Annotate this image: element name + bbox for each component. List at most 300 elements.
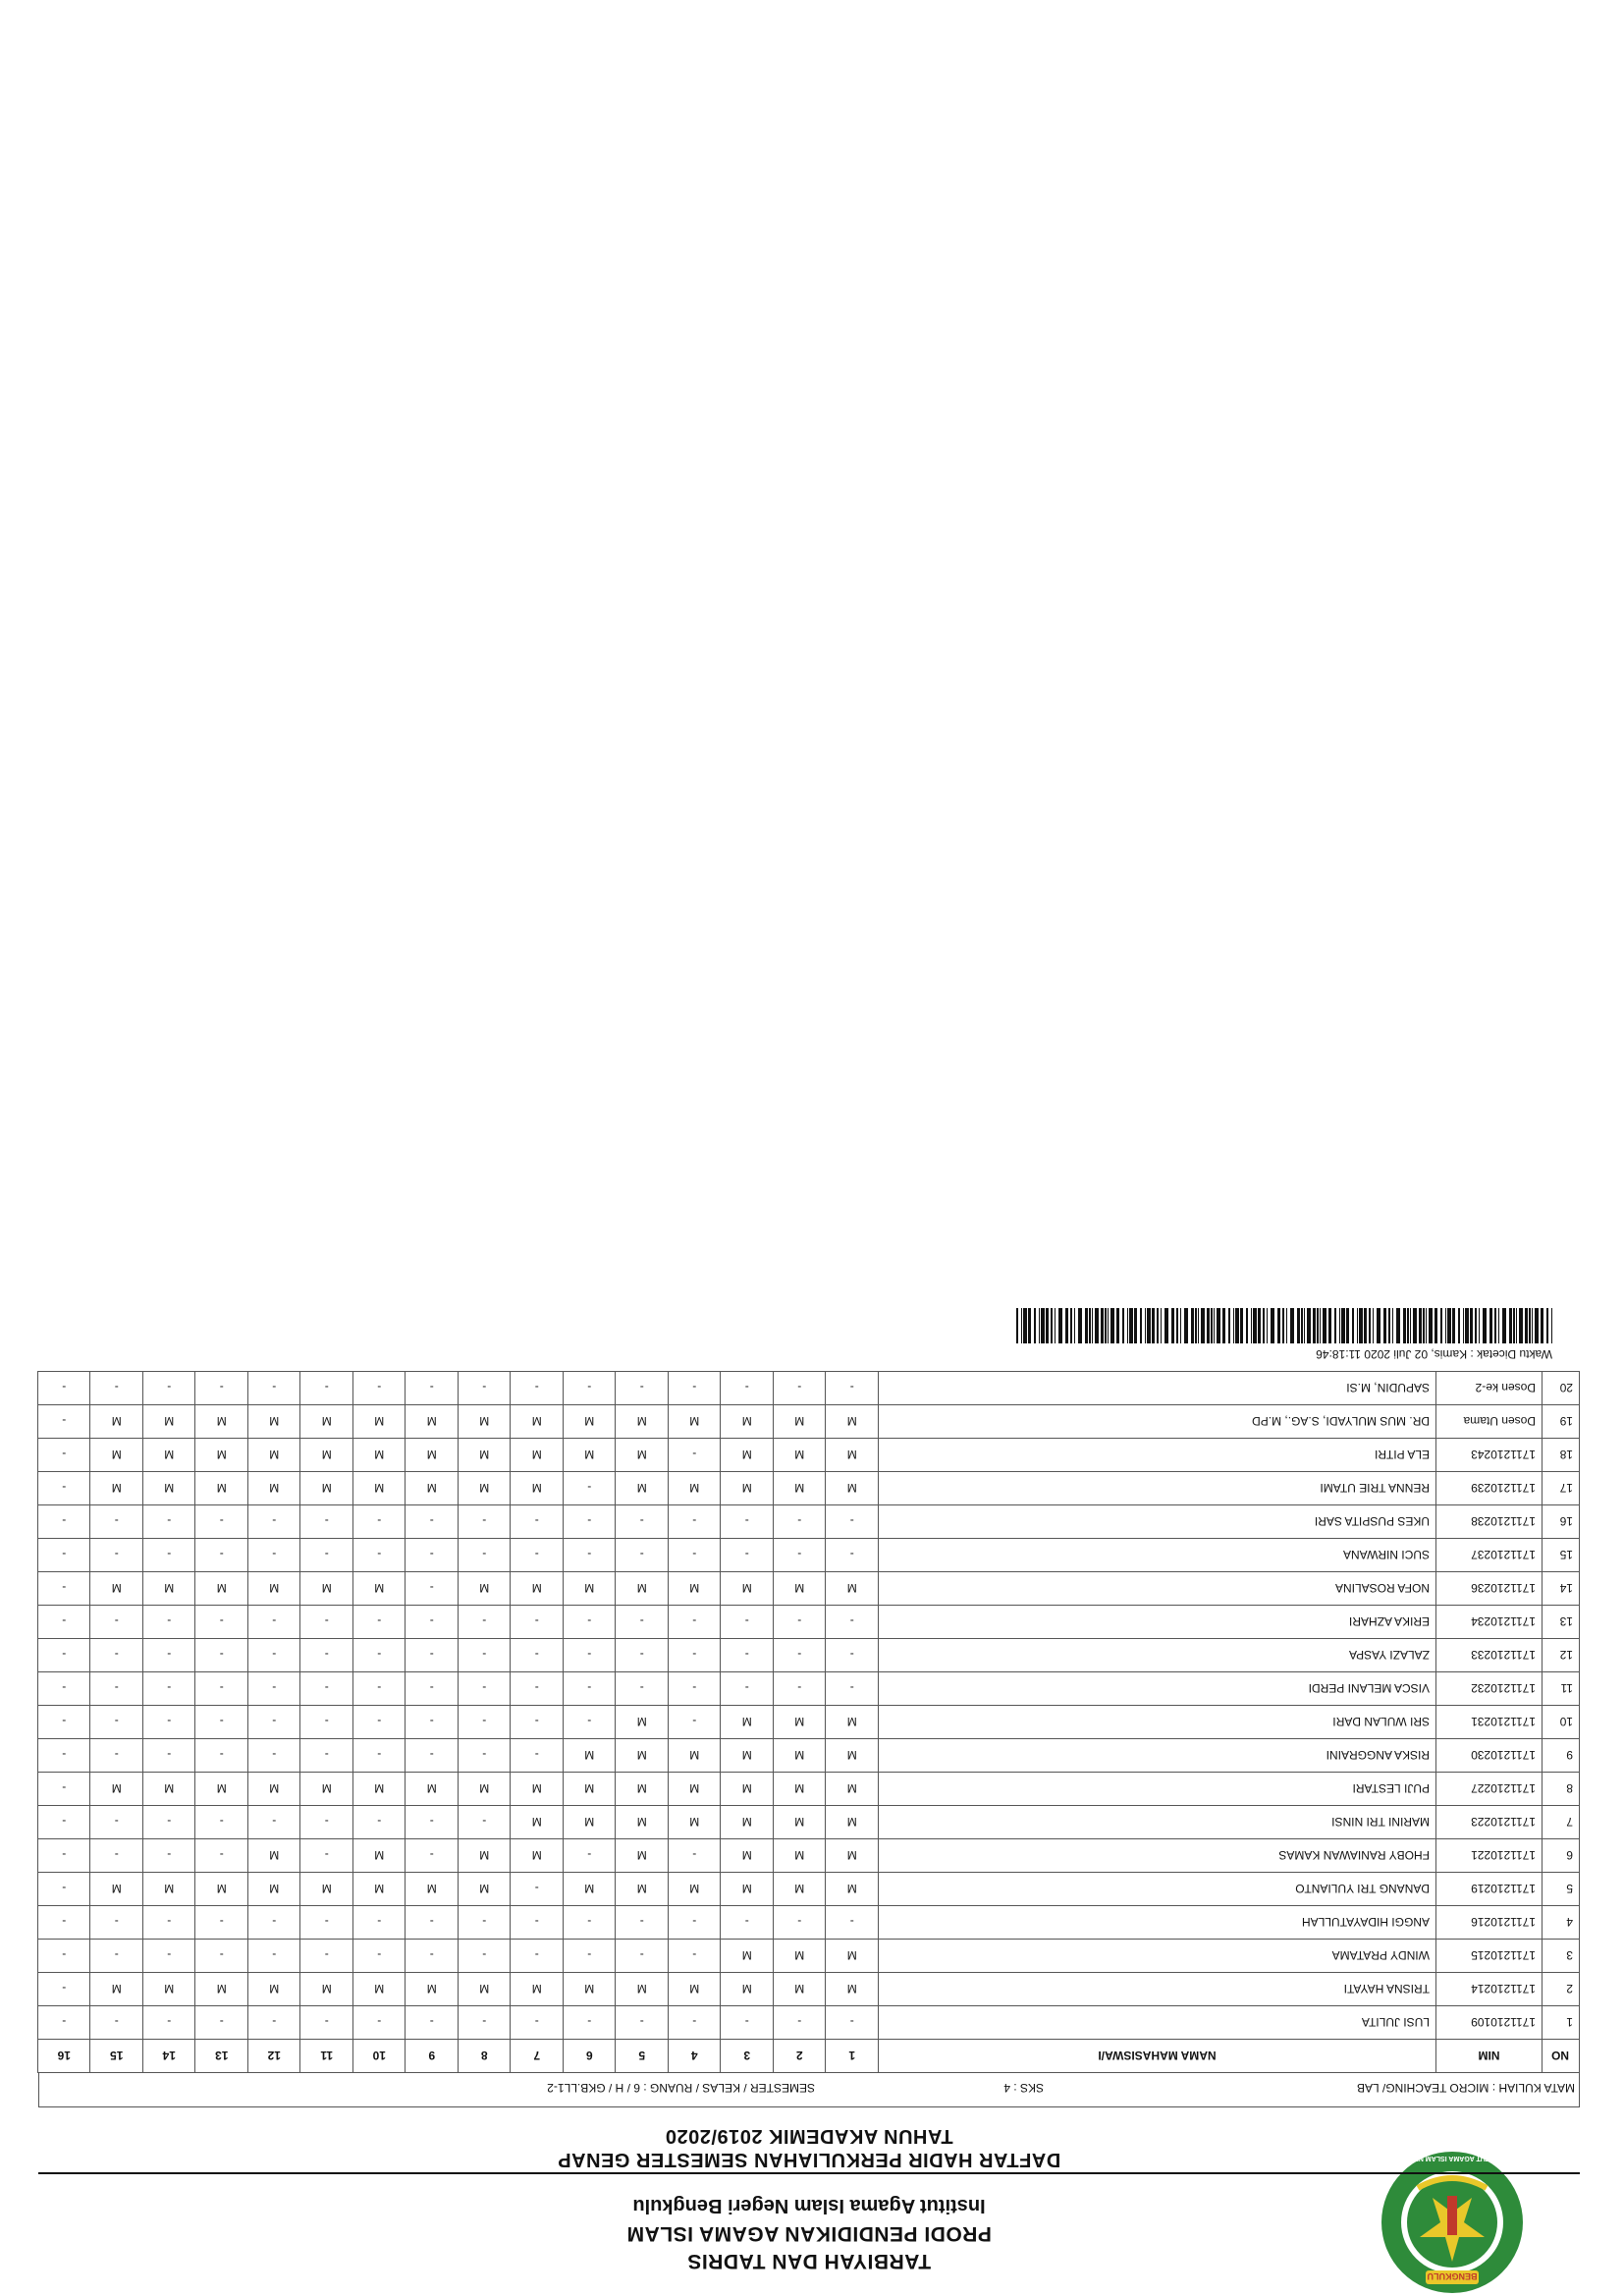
attendance-cell: M [195, 1472, 248, 1505]
attendance-cell: - [406, 1539, 459, 1572]
attendance-cell: M [90, 1873, 143, 1906]
barcode-bar [1323, 1308, 1326, 1343]
attendance-cell: M [721, 1806, 774, 1839]
attendance-cell: - [300, 1739, 353, 1773]
attendance-cell: M [511, 1839, 564, 1873]
attendance-cell: - [511, 1873, 564, 1906]
barcode-bar [1095, 1308, 1099, 1343]
attendance-cell: M [721, 1472, 774, 1505]
attendance-cell: M [353, 1873, 406, 1906]
attendance-cell: - [38, 1940, 91, 1973]
attendance-cell: M [90, 1572, 143, 1606]
header-meeting: 4 [669, 2040, 722, 2073]
barcode-bar [1407, 1308, 1409, 1343]
attendance-cell: - [195, 1639, 248, 1672]
attendance-cell: M [406, 1973, 459, 2006]
attendance-cell: M [826, 1405, 879, 1439]
row-nim: 1711210233 [1436, 1639, 1543, 1672]
barcode-bar [1513, 1308, 1515, 1343]
printed-label: Waktu Dicetak : [1470, 1347, 1552, 1361]
barcode-bar [1307, 1308, 1311, 1343]
attendance-cell: M [511, 1572, 564, 1606]
barcode-bar [1320, 1308, 1321, 1343]
barcode-bar [1297, 1308, 1300, 1343]
row-nim: Dosen Utama [1436, 1405, 1543, 1439]
attendance-cell: M [774, 1940, 827, 1973]
attendance-cell: M [195, 1439, 248, 1472]
attendance-cell: M [511, 1439, 564, 1472]
attendance-cell: M [143, 1439, 196, 1472]
attendance-cell: - [90, 1739, 143, 1773]
attendance-cell: - [300, 1672, 353, 1706]
attendance-cell: M [195, 1572, 248, 1606]
attendance-cell: M [721, 1439, 774, 1472]
attendance-cell: - [721, 1505, 774, 1539]
barcode-bar [1334, 1308, 1336, 1343]
row-nama: TRISNA HAYATI [879, 1973, 1436, 2006]
attendance-cell: - [616, 1539, 669, 1572]
barcode-bar [1085, 1308, 1088, 1343]
attendance-cell: M [616, 1873, 669, 1906]
barcode-bar [1271, 1308, 1274, 1343]
header-meeting: 16 [38, 2040, 91, 2073]
attendance-cell: - [774, 1672, 827, 1706]
course-name: MATA KULIAH : MICRO TEACHING/ LAB [1356, 2081, 1575, 2095]
attendance-cell: M [300, 1572, 353, 1606]
row-nim: 1711210216 [1436, 1906, 1543, 1940]
table-row [38, 1606, 1580, 1639]
attendance-cell: M [300, 1873, 353, 1906]
attendance-cell: - [143, 1539, 196, 1572]
table-header-row [38, 2040, 1580, 2073]
attendance-cell: - [38, 1472, 91, 1505]
attendance-cell: - [669, 1505, 722, 1539]
attendance-cell: M [353, 1405, 406, 1439]
barcode-bar [1021, 1308, 1022, 1343]
attendance-cell: - [669, 1839, 722, 1873]
row-no: 5 [1543, 1873, 1580, 1906]
attendance-cell: M [721, 1873, 774, 1906]
header-meeting: 6 [564, 2040, 617, 2073]
attendance-cell: M [195, 1405, 248, 1439]
attendance-cell: M [721, 1572, 774, 1606]
attendance-cell: M [616, 1973, 669, 2006]
barcode-bar [1546, 1308, 1548, 1343]
row-nim: 1711210232 [1436, 1672, 1543, 1706]
attendance-cell: - [90, 1372, 143, 1405]
attendance-cell: - [143, 1672, 196, 1706]
barcode-bar [1313, 1308, 1316, 1343]
row-nim: 1711210239 [1436, 1472, 1543, 1505]
attendance-cell: - [90, 1906, 143, 1940]
row-no: 19 [1543, 1405, 1580, 1439]
barcode-bar [1201, 1308, 1205, 1343]
attendance-cell: M [195, 1873, 248, 1906]
attendance-cell: M [721, 1706, 774, 1739]
attendance-cell: M [143, 1873, 196, 1906]
attendance-cell: - [774, 1639, 827, 1672]
attendance-cell: - [459, 1505, 512, 1539]
attendance-cell: M [826, 1739, 879, 1773]
attendance-cell: M [564, 1873, 617, 1906]
barcode-bar [1180, 1308, 1181, 1343]
attendance-cell: - [564, 1472, 617, 1505]
attendance-cell: - [511, 1639, 564, 1672]
attendance-cell: - [195, 1706, 248, 1739]
attendance-cell: - [90, 1706, 143, 1739]
attendance-cell: M [353, 1973, 406, 2006]
attendance-cell: - [90, 1940, 143, 1973]
attendance-cell: - [616, 1372, 669, 1405]
institution-lines [38, 2192, 1580, 2284]
attendance-cell: - [353, 1539, 406, 1572]
attendance-cell: M [511, 1973, 564, 2006]
table-row [38, 1539, 1580, 1572]
attendance-cell: M [616, 1739, 669, 1773]
attendance-cell: - [248, 1940, 301, 1973]
barcode-bar [1251, 1308, 1252, 1343]
header-nim: NIM [1436, 2040, 1543, 2073]
barcode-bar [1078, 1308, 1082, 1343]
barcode-bar [1129, 1308, 1133, 1343]
row-no: 15 [1543, 1539, 1580, 1572]
table-row [38, 1706, 1580, 1739]
attendance-cell: - [826, 1639, 879, 1672]
row-nama: DR. MUS MULYADI, S.AG., M.PD [879, 1405, 1436, 1439]
barcode-bar [1525, 1308, 1528, 1343]
barcode-bar [1023, 1308, 1027, 1343]
row-nim: 1711210214 [1436, 1973, 1543, 2006]
attendance-cell: - [721, 1606, 774, 1639]
attendance-cell: M [826, 1973, 879, 2006]
attendance-cell: - [38, 1839, 91, 1873]
row-nama: LUSI JULITA [879, 2006, 1436, 2040]
table-row [38, 1472, 1580, 1505]
attendance-cell: - [564, 1940, 617, 1973]
row-no: 6 [1543, 1839, 1580, 1873]
barcode-bar [1551, 1308, 1552, 1343]
barcode-bar [1058, 1308, 1062, 1343]
attendance-cell: - [511, 1706, 564, 1739]
barcode-bar [1465, 1308, 1469, 1343]
row-nama: ANGGI HIDAYATULLAH [879, 1906, 1436, 1940]
attendance-cell: - [38, 1906, 91, 1940]
row-nama: ZALAZI YASPA [879, 1639, 1436, 1672]
attendance-cell: - [616, 1672, 669, 1706]
attendance-cell: M [406, 1873, 459, 1906]
attendance-cell: - [195, 1606, 248, 1639]
barcode-bar [1253, 1308, 1257, 1343]
attendance-cell: M [406, 1405, 459, 1439]
barcode-bar [1152, 1308, 1155, 1343]
attendance-cell: M [90, 1773, 143, 1806]
attendance-cell: - [90, 1839, 143, 1873]
attendance-cell: - [564, 1706, 617, 1739]
attendance-cell: - [826, 2006, 879, 2040]
attendance-cell: M [143, 1405, 196, 1439]
barcode-bar [1535, 1308, 1539, 1343]
attendance-cell: M [774, 1405, 827, 1439]
attendance-cell: - [564, 1906, 617, 1940]
attendance-cell: - [616, 2006, 669, 2040]
attendance-cell: - [459, 1806, 512, 1839]
attendance-cell: - [511, 1906, 564, 1940]
barcode-bar [1383, 1308, 1386, 1343]
table-row [38, 1439, 1580, 1472]
attendance-cell: - [406, 1706, 459, 1739]
attendance-cell: - [406, 1940, 459, 1973]
row-no: 3 [1543, 1940, 1580, 1973]
attendance-cell: M [721, 1405, 774, 1439]
row-nim: 1711210238 [1436, 1505, 1543, 1539]
attendance-cell: - [300, 1839, 353, 1873]
barcode-bar [1502, 1308, 1506, 1343]
attendance-cell: - [195, 1739, 248, 1773]
attendance-cell: M [353, 1839, 406, 1873]
barcode-bar [1222, 1308, 1225, 1343]
attendance-cell: - [143, 1739, 196, 1773]
header-meeting: 14 [143, 2040, 196, 2073]
barcode-bar [1541, 1308, 1543, 1343]
header-no: NO [1543, 2040, 1580, 2073]
attendance-cell: - [195, 2006, 248, 2040]
attendance-cell: - [826, 1539, 879, 1572]
attendance-cell: M [826, 1773, 879, 1806]
attendance-cell: - [90, 2006, 143, 2040]
attendance-cell: - [721, 1539, 774, 1572]
program-name: PRODI PENDIDIKAN AGAMA ISLAM [626, 2222, 992, 2245]
row-nama: FHOBY RANIAWAN KAMAS [879, 1839, 1436, 1873]
attendance-cell: M [669, 1973, 722, 2006]
attendance-cell: - [669, 1706, 722, 1739]
attendance-cell: - [300, 2006, 353, 2040]
attendance-cell: M [195, 1773, 248, 1806]
barcode-bar [1435, 1308, 1437, 1343]
attendance-cell: - [616, 1606, 669, 1639]
attendance-cell: - [774, 2006, 827, 2040]
row-no: 20 [1543, 1372, 1580, 1405]
barcode-bar [1140, 1308, 1142, 1343]
attendance-cell: M [774, 1472, 827, 1505]
attendance-cell: - [774, 1372, 827, 1405]
institution-name: Institut Agama Islam Negeri Bengkulu [632, 2195, 986, 2216]
attendance-cell: - [616, 1906, 669, 1940]
barcode-bar [1301, 1308, 1303, 1343]
attendance-cell: - [38, 1639, 91, 1672]
attendance-cell: - [353, 2006, 406, 2040]
row-nama: ERIKA AZHARI [879, 1606, 1436, 1639]
attendance-cell: - [774, 1906, 827, 1940]
row-nim: Dosen ke-2 [1436, 1372, 1543, 1405]
attendance-cell: - [774, 1539, 827, 1572]
header-meeting: 5 [616, 2040, 669, 2073]
row-no: 10 [1543, 1706, 1580, 1739]
attendance-cell: M [143, 1773, 196, 1806]
attendance-cell: - [38, 1606, 91, 1639]
attendance-cell: - [616, 1639, 669, 1672]
row-no: 16 [1543, 1505, 1580, 1539]
header-meeting: 3 [721, 2040, 774, 2073]
row-nim: 1711210219 [1436, 1873, 1543, 1906]
attendance-cell: - [406, 1572, 459, 1606]
barcode-bar [1164, 1308, 1168, 1343]
attendance-cell: - [143, 1606, 196, 1639]
row-nama: SAPUDIN, M.SI [879, 1372, 1436, 1405]
table-row [38, 1906, 1580, 1940]
attendance-cell: - [721, 1906, 774, 1940]
attendance-cell: - [248, 2006, 301, 2040]
row-nama: RENNA TRIE UTAMI [879, 1472, 1436, 1505]
attendance-cell: - [669, 1639, 722, 1672]
attendance-cell: - [564, 1372, 617, 1405]
attendance-cell: - [774, 1505, 827, 1539]
attendance-cell: M [90, 1405, 143, 1439]
attendance-cell: - [511, 1505, 564, 1539]
attendance-cell: M [616, 1405, 669, 1439]
attendance-cell: M [353, 1472, 406, 1505]
barcode-bar [1240, 1308, 1243, 1343]
attendance-cell: - [669, 1672, 722, 1706]
barcode-bar [1341, 1308, 1345, 1343]
header-divider [38, 2172, 1580, 2174]
attendance-cell: M [564, 1405, 617, 1439]
letterhead [38, 2125, 1580, 2284]
barcode-bar [1065, 1308, 1068, 1343]
attendance-cell: - [90, 1639, 143, 1672]
attendance-cell: - [564, 2006, 617, 2040]
barcode-bar [1328, 1308, 1331, 1343]
attendance-cell: - [459, 1706, 512, 1739]
row-no: 11 [1543, 1672, 1580, 1706]
attendance-cell: M [300, 1472, 353, 1505]
attendance-cell: - [38, 1873, 91, 1906]
attendance-cell: - [195, 1940, 248, 1973]
barcode-bar [1429, 1308, 1433, 1343]
attendance-cell: - [721, 1372, 774, 1405]
academic-year: TAHUN AKADEMIK 2019/2020 [665, 2125, 953, 2147]
attendance-cell: - [459, 1539, 512, 1572]
semester-class-room: SEMESTER / KELAS / RUANG : 6 / H / GKB.LL1-2 [547, 2081, 815, 2095]
attendance-cell: - [459, 1606, 512, 1639]
attendance-cell: M [143, 1572, 196, 1606]
table-row [38, 1773, 1580, 1806]
attendance-cell: M [774, 1572, 827, 1606]
row-no: 2 [1543, 1973, 1580, 2006]
table-row [38, 1505, 1580, 1539]
barcode-bar [1207, 1308, 1210, 1343]
attendance-cell: - [38, 1539, 91, 1572]
barcode-bar [1145, 1308, 1146, 1343]
attendance-cell: - [406, 2006, 459, 2040]
logo-text-bottom: BENGKULU [1427, 2271, 1478, 2281]
barcode-bar [1529, 1308, 1531, 1343]
attendance-cell: - [248, 1606, 301, 1639]
barcode-bar [1388, 1308, 1390, 1343]
barcode-bar [1498, 1308, 1499, 1343]
barcode-bar [1235, 1308, 1239, 1343]
barcode-bar [1092, 1308, 1093, 1343]
attendance-cell: - [143, 1839, 196, 1873]
barcode-bar [1470, 1308, 1473, 1343]
barcode-bar [1184, 1308, 1188, 1343]
barcode-bar [1228, 1308, 1230, 1343]
attendance-cell: - [406, 1672, 459, 1706]
row-no: 17 [1543, 1472, 1580, 1505]
barcode-bar [1217, 1308, 1220, 1343]
attendance-cell: - [721, 2006, 774, 2040]
attendance-cell: M [459, 1839, 512, 1873]
attendance-cell: - [459, 1372, 512, 1405]
row-nama: SRI WULAN DARI [879, 1706, 1436, 1739]
barcode-bar [1161, 1308, 1162, 1343]
table-row [38, 1405, 1580, 1439]
barcode-bar [1440, 1308, 1442, 1343]
attendance-cell: - [248, 1505, 301, 1539]
barcode-bar [1509, 1308, 1512, 1343]
barcode-bar [1290, 1308, 1294, 1343]
document-title: DAFTAR HADIR PERKULIAHAN SEMESTER GENAP [557, 2149, 1061, 2170]
attendance-cell: - [248, 1906, 301, 1940]
attendance-cell: - [774, 1606, 827, 1639]
attendance-cell: M [459, 1773, 512, 1806]
attendance-cell: - [38, 1806, 91, 1839]
barcode-bar [1195, 1308, 1197, 1343]
barcode-bar [1452, 1308, 1455, 1343]
attendance-cell: M [564, 1973, 617, 2006]
attendance-cell: M [721, 1839, 774, 1873]
attendance-cell: - [459, 1940, 512, 1973]
barcode-bar [1352, 1308, 1354, 1343]
attendance-cell: M [774, 1739, 827, 1773]
barcode-bar [1419, 1308, 1422, 1343]
table-row [38, 1672, 1580, 1706]
course-info-bar [38, 2073, 1580, 2107]
table-row [38, 1739, 1580, 1773]
attendance-cell: M [721, 1773, 774, 1806]
table-row [38, 1839, 1580, 1873]
attendance-cell: M [564, 1806, 617, 1839]
row-no: 14 [1543, 1572, 1580, 1606]
attendance-cell: M [511, 1806, 564, 1839]
header-meeting: 1 [826, 2040, 879, 2073]
attendance-cell: - [353, 1639, 406, 1672]
barcode-bar [1346, 1308, 1349, 1343]
attendance-cell: - [248, 1639, 301, 1672]
attendance-cell: - [826, 1906, 879, 1940]
attendance-cell: - [669, 1439, 722, 1472]
attendance-cell: M [459, 1405, 512, 1439]
attendance-cell: - [300, 1372, 353, 1405]
row-no: 8 [1543, 1773, 1580, 1806]
barcode-bar [1286, 1308, 1287, 1343]
attendance-cell: - [564, 1672, 617, 1706]
attendance-cell: M [616, 1706, 669, 1739]
attendance-cell: M [459, 1572, 512, 1606]
attendance-cell: M [774, 1439, 827, 1472]
attendance-cell: - [195, 1806, 248, 1839]
row-nim: 1711210221 [1436, 1839, 1543, 1873]
attendance-cell: M [721, 1940, 774, 1973]
attendance-cell: - [564, 1539, 617, 1572]
row-nim: 1711210231 [1436, 1706, 1543, 1739]
header-meeting: 15 [90, 2040, 143, 2073]
attendance-cell: M [300, 1405, 353, 1439]
barcode-bar [1101, 1308, 1104, 1343]
row-nim: 1711210243 [1436, 1439, 1543, 1472]
attendance-cell: - [38, 1773, 91, 1806]
attendance-cell: - [300, 1906, 353, 1940]
attendance-cell: - [511, 1372, 564, 1405]
